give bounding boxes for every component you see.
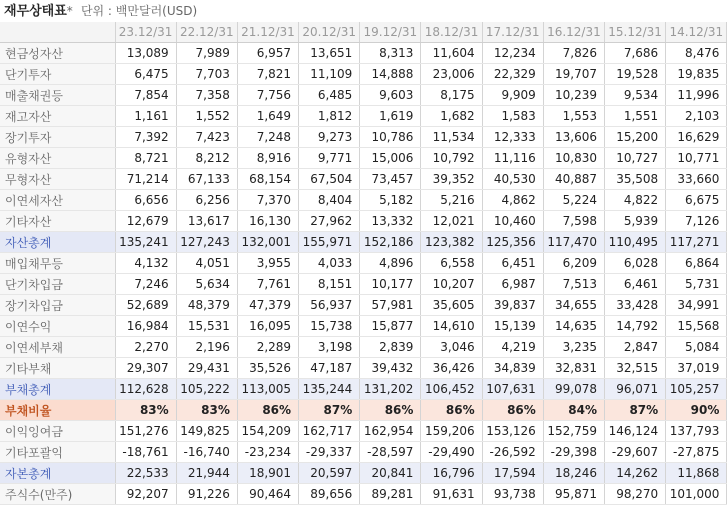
- value-cell: 7,358: [176, 85, 237, 106]
- value-cell: 14,635: [543, 316, 604, 337]
- value-cell: 9,534: [605, 85, 666, 106]
- title-bar: [0, 0, 727, 22]
- value-cell: 7,126: [666, 211, 727, 232]
- value-cell: 131,202: [360, 379, 421, 400]
- value-cell: 18,246: [543, 463, 604, 484]
- row-label: 단기차입금: [0, 274, 115, 295]
- value-cell: 6,209: [543, 253, 604, 274]
- value-cell: 6,558: [421, 253, 482, 274]
- row-label: 재고자산: [0, 106, 115, 127]
- value-cell: 15,877: [360, 316, 421, 337]
- value-cell: 7,392: [115, 127, 176, 148]
- value-cell: 15,738: [299, 316, 360, 337]
- value-cell: 98,270: [605, 484, 666, 505]
- value-cell: 1,161: [115, 106, 176, 127]
- row-label: 자본총계: [0, 463, 115, 484]
- value-cell: 6,485: [299, 85, 360, 106]
- value-cell: 7,989: [176, 43, 237, 64]
- value-cell: 8,721: [115, 148, 176, 169]
- value-cell: 91,631: [421, 484, 482, 505]
- value-cell: 5,182: [360, 190, 421, 211]
- value-cell: 10,830: [543, 148, 604, 169]
- row-label: 장기차입금: [0, 295, 115, 316]
- value-cell: 9,273: [299, 127, 360, 148]
- value-cell: 7,423: [176, 127, 237, 148]
- value-cell: 16,130: [237, 211, 298, 232]
- balance-sheet-table: [0, 22, 727, 505]
- row-label: 기타부채: [0, 358, 115, 379]
- value-cell: 14,792: [605, 316, 666, 337]
- value-cell: 10,460: [482, 211, 543, 232]
- value-cell: 11,868: [666, 463, 727, 484]
- value-cell: 8,151: [299, 274, 360, 295]
- value-cell: 27,962: [299, 211, 360, 232]
- value-cell: 5,084: [666, 337, 727, 358]
- value-cell: 89,281: [360, 484, 421, 505]
- value-cell: 8,175: [421, 85, 482, 106]
- value-cell: 15,006: [360, 148, 421, 169]
- value-cell: 101,000: [666, 484, 727, 505]
- value-cell: 11,534: [421, 127, 482, 148]
- row-label: 기타포괄익: [0, 442, 115, 463]
- value-cell: 7,246: [115, 274, 176, 295]
- table-row: [0, 253, 727, 274]
- total-row: [0, 463, 727, 484]
- row-label: 유형자산: [0, 148, 115, 169]
- value-cell: 21,944: [176, 463, 237, 484]
- row-label: 장기투자: [0, 127, 115, 148]
- value-cell: 7,513: [543, 274, 604, 295]
- value-cell: 7,756: [237, 85, 298, 106]
- value-cell: 7,761: [237, 274, 298, 295]
- value-cell: 162,954: [360, 421, 421, 442]
- value-cell: 146,124: [605, 421, 666, 442]
- value-cell: 86%: [237, 400, 298, 421]
- column-header-period: 17.12/31: [482, 22, 543, 43]
- value-cell: 56,937: [299, 295, 360, 316]
- value-cell: 7,686: [605, 43, 666, 64]
- value-cell: 86%: [360, 400, 421, 421]
- value-cell: 7,703: [176, 64, 237, 85]
- value-cell: 1,551: [605, 106, 666, 127]
- value-cell: 73,457: [360, 169, 421, 190]
- value-cell: 2,847: [605, 337, 666, 358]
- value-cell: 8,313: [360, 43, 421, 64]
- value-cell: 10,727: [605, 148, 666, 169]
- value-cell: 4,132: [115, 253, 176, 274]
- value-cell: 29,431: [176, 358, 237, 379]
- value-cell: 99,078: [543, 379, 604, 400]
- value-cell: 33,428: [605, 295, 666, 316]
- value-cell: 9,771: [299, 148, 360, 169]
- value-cell: 6,451: [482, 253, 543, 274]
- value-cell: 34,655: [543, 295, 604, 316]
- value-cell: 16,984: [115, 316, 176, 337]
- value-cell: 10,786: [360, 127, 421, 148]
- value-cell: 2,196: [176, 337, 237, 358]
- value-cell: 83%: [176, 400, 237, 421]
- value-cell: 84%: [543, 400, 604, 421]
- value-cell: 4,219: [482, 337, 543, 358]
- value-cell: 10,771: [666, 148, 727, 169]
- value-cell: 32,831: [543, 358, 604, 379]
- value-cell: 1,552: [176, 106, 237, 127]
- value-cell: -28,597: [360, 442, 421, 463]
- value-cell: 20,841: [360, 463, 421, 484]
- value-cell: 117,271: [666, 232, 727, 253]
- value-cell: 8,916: [237, 148, 298, 169]
- value-cell: 5,731: [666, 274, 727, 295]
- value-cell: 113,005: [237, 379, 298, 400]
- row-label: 무형자산: [0, 169, 115, 190]
- value-cell: 8,212: [176, 148, 237, 169]
- row-label: 이연세부채: [0, 337, 115, 358]
- value-cell: 19,707: [543, 64, 604, 85]
- value-cell: 106,452: [421, 379, 482, 400]
- value-cell: 48,379: [176, 295, 237, 316]
- value-cell: 23,006: [421, 64, 482, 85]
- value-cell: 39,837: [482, 295, 543, 316]
- value-cell: 1,553: [543, 106, 604, 127]
- value-cell: 14,888: [360, 64, 421, 85]
- value-cell: 2,103: [666, 106, 727, 127]
- value-cell: -29,337: [299, 442, 360, 463]
- row-label: 이연세자산: [0, 190, 115, 211]
- column-header-period: 16.12/31: [543, 22, 604, 43]
- value-cell: 4,033: [299, 253, 360, 274]
- value-cell: 125,356: [482, 232, 543, 253]
- table-row: [0, 43, 727, 64]
- value-cell: 14,610: [421, 316, 482, 337]
- total-row: [0, 232, 727, 253]
- table-body: [0, 43, 727, 505]
- value-cell: 132,001: [237, 232, 298, 253]
- value-cell: 105,257: [666, 379, 727, 400]
- value-cell: 4,896: [360, 253, 421, 274]
- table-row: [0, 337, 727, 358]
- value-cell: 34,991: [666, 295, 727, 316]
- value-cell: 151,276: [115, 421, 176, 442]
- value-cell: 1,583: [482, 106, 543, 127]
- column-header-period: 19.12/31: [360, 22, 421, 43]
- table-row: [0, 106, 727, 127]
- table-row: [0, 295, 727, 316]
- value-cell: 11,116: [482, 148, 543, 169]
- row-label: 기타자산: [0, 211, 115, 232]
- value-cell: 12,679: [115, 211, 176, 232]
- value-cell: 12,021: [421, 211, 482, 232]
- value-cell: 137,793: [666, 421, 727, 442]
- value-cell: 135,241: [115, 232, 176, 253]
- row-label: 매입채무등: [0, 253, 115, 274]
- value-cell: 35,508: [605, 169, 666, 190]
- value-cell: 3,955: [237, 253, 298, 274]
- value-cell: 6,864: [666, 253, 727, 274]
- value-cell: 112,628: [115, 379, 176, 400]
- value-cell: 6,656: [115, 190, 176, 211]
- value-cell: 3,198: [299, 337, 360, 358]
- value-cell: 15,568: [666, 316, 727, 337]
- value-cell: 13,617: [176, 211, 237, 232]
- value-cell: 96,071: [605, 379, 666, 400]
- value-cell: 87%: [299, 400, 360, 421]
- value-cell: 4,051: [176, 253, 237, 274]
- value-cell: 6,256: [176, 190, 237, 211]
- value-cell: -26,592: [482, 442, 543, 463]
- unit-label: 단위 : 백만달러(USD): [80, 4, 198, 18]
- value-cell: 152,186: [360, 232, 421, 253]
- value-cell: 29,307: [115, 358, 176, 379]
- value-cell: 86%: [421, 400, 482, 421]
- value-cell: 5,634: [176, 274, 237, 295]
- row-label: 이연수익: [0, 316, 115, 337]
- value-cell: 1,812: [299, 106, 360, 127]
- value-cell: 32,515: [605, 358, 666, 379]
- table-row: [0, 211, 727, 232]
- value-cell: -29,398: [543, 442, 604, 463]
- value-cell: 162,717: [299, 421, 360, 442]
- total-row: [0, 379, 727, 400]
- value-cell: 91,226: [176, 484, 237, 505]
- value-cell: 11,109: [299, 64, 360, 85]
- column-header-period: 14.12/31: [666, 22, 727, 43]
- column-header-period: 22.12/31: [176, 22, 237, 43]
- value-cell: 2,839: [360, 337, 421, 358]
- value-cell: 11,996: [666, 85, 727, 106]
- column-header-period: 23.12/31: [115, 22, 176, 43]
- value-cell: 39,352: [421, 169, 482, 190]
- value-cell: 47,187: [299, 358, 360, 379]
- value-cell: 95,871: [543, 484, 604, 505]
- value-cell: 7,854: [115, 85, 176, 106]
- value-cell: 93,738: [482, 484, 543, 505]
- page-title: 재무상태표: [4, 4, 67, 19]
- row-label: 부채총계: [0, 379, 115, 400]
- value-cell: 37,019: [666, 358, 727, 379]
- value-cell: 8,476: [666, 43, 727, 64]
- table-row: [0, 148, 727, 169]
- value-cell: 7,248: [237, 127, 298, 148]
- table-row: [0, 190, 727, 211]
- value-cell: 12,333: [482, 127, 543, 148]
- value-cell: 2,289: [237, 337, 298, 358]
- value-cell: 68,154: [237, 169, 298, 190]
- title-asterisk: *: [66, 4, 73, 18]
- value-cell: 9,909: [482, 85, 543, 106]
- value-cell: 14,262: [605, 463, 666, 484]
- value-cell: 2,270: [115, 337, 176, 358]
- value-cell: 67,133: [176, 169, 237, 190]
- value-cell: 15,139: [482, 316, 543, 337]
- value-cell: 13,332: [360, 211, 421, 232]
- value-cell: 86%: [482, 400, 543, 421]
- value-cell: 87%: [605, 400, 666, 421]
- table-row: [0, 358, 727, 379]
- value-cell: 159,206: [421, 421, 482, 442]
- value-cell: 22,329: [482, 64, 543, 85]
- column-header-period: 18.12/31: [421, 22, 482, 43]
- value-cell: 19,528: [605, 64, 666, 85]
- value-cell: 7,370: [237, 190, 298, 211]
- value-cell: 90,464: [237, 484, 298, 505]
- row-label: 주식수(만주): [0, 484, 115, 505]
- value-cell: 155,971: [299, 232, 360, 253]
- value-cell: 12,234: [482, 43, 543, 64]
- row-label: 매출채권등: [0, 85, 115, 106]
- value-cell: 154,209: [237, 421, 298, 442]
- value-cell: 17,594: [482, 463, 543, 484]
- column-header-period: 21.12/31: [237, 22, 298, 43]
- value-cell: 4,822: [605, 190, 666, 211]
- table-row: [0, 421, 727, 442]
- value-cell: 110,495: [605, 232, 666, 253]
- value-cell: 6,028: [605, 253, 666, 274]
- value-cell: 16,629: [666, 127, 727, 148]
- table-row: [0, 127, 727, 148]
- value-cell: 4,862: [482, 190, 543, 211]
- value-cell: -23,234: [237, 442, 298, 463]
- value-cell: 92,207: [115, 484, 176, 505]
- value-cell: 90%: [666, 400, 727, 421]
- value-cell: 10,792: [421, 148, 482, 169]
- value-cell: 36,426: [421, 358, 482, 379]
- value-cell: -29,607: [605, 442, 666, 463]
- value-cell: 15,531: [176, 316, 237, 337]
- value-cell: 6,475: [115, 64, 176, 85]
- value-cell: 57,981: [360, 295, 421, 316]
- value-cell: 47,379: [237, 295, 298, 316]
- value-cell: 15,200: [605, 127, 666, 148]
- value-cell: 1,649: [237, 106, 298, 127]
- value-cell: 89,656: [299, 484, 360, 505]
- value-cell: 52,689: [115, 295, 176, 316]
- value-cell: 7,826: [543, 43, 604, 64]
- value-cell: 5,224: [543, 190, 604, 211]
- value-cell: 6,957: [237, 43, 298, 64]
- value-cell: 13,089: [115, 43, 176, 64]
- value-cell: 1,619: [360, 106, 421, 127]
- value-cell: 5,216: [421, 190, 482, 211]
- value-cell: 6,461: [605, 274, 666, 295]
- table-row: [0, 64, 727, 85]
- value-cell: 10,207: [421, 274, 482, 295]
- value-cell: 152,759: [543, 421, 604, 442]
- value-cell: 1,682: [421, 106, 482, 127]
- value-cell: 39,432: [360, 358, 421, 379]
- value-cell: 7,598: [543, 211, 604, 232]
- value-cell: 153,126: [482, 421, 543, 442]
- row-label: 현금성자산: [0, 43, 115, 64]
- value-cell: 6,675: [666, 190, 727, 211]
- value-cell: 123,382: [421, 232, 482, 253]
- value-cell: 40,530: [482, 169, 543, 190]
- value-cell: 10,239: [543, 85, 604, 106]
- value-cell: 22,533: [115, 463, 176, 484]
- value-cell: 107,631: [482, 379, 543, 400]
- column-header-period: 20.12/31: [299, 22, 360, 43]
- value-cell: 34,839: [482, 358, 543, 379]
- table-header-row: [0, 22, 727, 43]
- ratio-row: [0, 400, 727, 421]
- value-cell: 67,504: [299, 169, 360, 190]
- table-row: [0, 442, 727, 463]
- value-cell: 11,604: [421, 43, 482, 64]
- table-row: [0, 169, 727, 190]
- value-cell: 3,046: [421, 337, 482, 358]
- value-cell: 19,835: [666, 64, 727, 85]
- value-cell: -16,740: [176, 442, 237, 463]
- value-cell: 5,939: [605, 211, 666, 232]
- table-row: [0, 274, 727, 295]
- value-cell: 105,222: [176, 379, 237, 400]
- row-label: 단기투자: [0, 64, 115, 85]
- value-cell: 20,597: [299, 463, 360, 484]
- value-cell: 13,651: [299, 43, 360, 64]
- value-cell: 71,214: [115, 169, 176, 190]
- value-cell: 35,526: [237, 358, 298, 379]
- table-row: [0, 316, 727, 337]
- value-cell: 13,606: [543, 127, 604, 148]
- table-row: [0, 85, 727, 106]
- value-cell: 18,901: [237, 463, 298, 484]
- column-header-period: 15.12/31: [605, 22, 666, 43]
- value-cell: 117,470: [543, 232, 604, 253]
- value-cell: 127,243: [176, 232, 237, 253]
- value-cell: -27,875: [666, 442, 727, 463]
- value-cell: -18,761: [115, 442, 176, 463]
- row-label: 자산총계: [0, 232, 115, 253]
- value-cell: 135,244: [299, 379, 360, 400]
- value-cell: 7,821: [237, 64, 298, 85]
- value-cell: 35,605: [421, 295, 482, 316]
- value-cell: 16,796: [421, 463, 482, 484]
- value-cell: 6,987: [482, 274, 543, 295]
- value-cell: 16,095: [237, 316, 298, 337]
- row-label: 이익잉여금: [0, 421, 115, 442]
- value-cell: -29,490: [421, 442, 482, 463]
- value-cell: 83%: [115, 400, 176, 421]
- header-corner-cell: [0, 22, 115, 43]
- value-cell: 33,660: [666, 169, 727, 190]
- value-cell: 3,235: [543, 337, 604, 358]
- value-cell: 8,404: [299, 190, 360, 211]
- value-cell: 149,825: [176, 421, 237, 442]
- row-label: 부채비율: [0, 400, 115, 421]
- value-cell: 10,177: [360, 274, 421, 295]
- value-cell: 40,887: [543, 169, 604, 190]
- value-cell: 9,603: [360, 85, 421, 106]
